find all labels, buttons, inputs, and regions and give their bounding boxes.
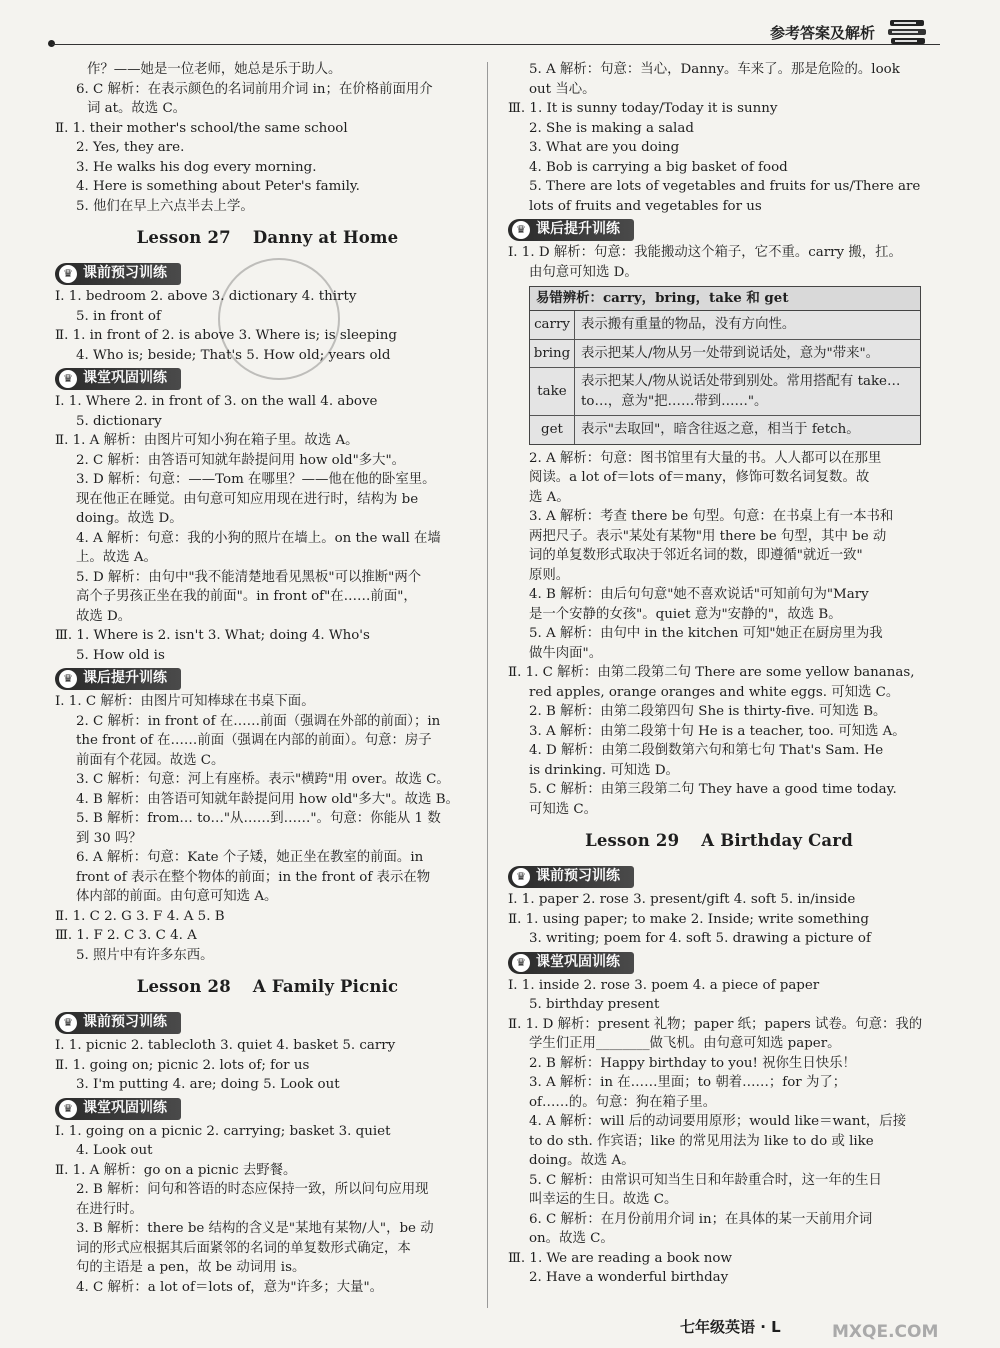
table-row xyxy=(530,339,920,368)
answer-line: 2. B 解析：由第二段第四句 She is thirty-five. 可知选 B。 xyxy=(529,704,887,719)
answer-line: Ⅱ. 1. A 解析：go on a picnic 去野餐。 xyxy=(55,1162,297,1178)
answer-line: out 当心。 xyxy=(529,81,596,97)
answer-line: Ⅲ. 1. We are reading a book now xyxy=(508,1250,732,1266)
answer-line: 5. C 解析：由常识可知当生日和年龄重合时，这一年的生日 xyxy=(529,1172,882,1188)
answer-line: 5. D 解析：由句中"我不能清楚地看见黑板"可以推断"两个 xyxy=(76,569,422,585)
crown-icon: ♛ xyxy=(59,1100,77,1118)
answer-line: Ⅰ. 1. Where 2. in front of 3. on the wall 4. above xyxy=(55,394,378,409)
answer-line: 5. 照片中有许多东西。 xyxy=(76,947,214,963)
answer-line: 4. Who is; beside; That's 5. How old; years old xyxy=(76,347,391,363)
answer-line: 3. A 解析：in 在……里面；to 朝着……；for 为了； xyxy=(529,1075,847,1090)
table-row xyxy=(530,311,920,339)
answer-line: 3. writing; poem for 4. soft 5. drawing a picture of xyxy=(529,931,871,946)
answer-line: 2. C 解析：由答语可知就年龄提问用 how old"多大"。 xyxy=(76,452,406,468)
answer-block xyxy=(508,976,930,1288)
answer-line: 4. A 解析：句意：我的小狗的照片在墙上。on the wall 在墙 xyxy=(76,530,441,546)
section-header: ♛ 课前预习训练 xyxy=(508,866,634,888)
answer-line: 2. B 解析：Happy birthday to you! 祝你生日快乐！ xyxy=(529,1055,856,1071)
answer-line: the front of 在……前面（强调在内部的前面）。句意：房子 xyxy=(76,733,432,748)
crown-icon: ♛ xyxy=(59,265,77,283)
footer-text: 七年级英语 · L xyxy=(680,1318,781,1336)
answer-line: lots of fruits and vegetables for us xyxy=(529,198,762,214)
answer-line: to do sth. 作宾语；like 的常见用法为 like to do 或 like xyxy=(529,1133,874,1149)
answer-line: on。故选 C。 xyxy=(529,1231,614,1246)
answer-line: 5. 他们在早上六点半去上学。 xyxy=(76,198,254,214)
answer-line: Ⅱ. 1. D 解析：present 礼物；paper 纸；papers 试卷。句意：我的 xyxy=(508,1016,923,1032)
answer-line: 6. C 解析：在月份前用介词 in；在具体的某一天前用介词 xyxy=(529,1211,873,1227)
answer-line: 2. Have a wonderful birthday xyxy=(529,1270,729,1285)
section-header: ♛ 课堂巩固训练 xyxy=(55,368,181,390)
section-header: ♛ 课后提升训练 xyxy=(55,668,181,690)
table-title: 易错辨析：carry，bring，take 和 get xyxy=(530,287,920,311)
error-analysis-table xyxy=(529,286,921,445)
answer-block xyxy=(508,449,930,820)
section-header: ♛ 课堂巩固训练 xyxy=(508,952,634,974)
answer-block xyxy=(55,287,480,365)
section-header: ♛ 课后提升训练 xyxy=(508,219,634,241)
answer-line: Ⅰ. 1. bedroom 2. above 3. dictionary 4. thirty xyxy=(55,289,357,304)
answer-block xyxy=(55,60,480,216)
section-header: ♛ 课前预习训练 xyxy=(55,1012,181,1034)
answer-line: Ⅱ. 1. C 解析：由第二段第二句 There are some yellow bananas, xyxy=(508,665,915,680)
answer-block xyxy=(55,392,480,665)
table-key: carry xyxy=(530,311,575,339)
answer-line: 由句意可知选 D。 xyxy=(529,264,638,280)
table-row xyxy=(530,367,920,415)
answer-line: 学生们正用________做飞机。由句意可知选 paper。 xyxy=(529,1036,841,1051)
answer-line: 4. Bob is carrying a big basket of food xyxy=(529,159,788,175)
answer-line: 现在他正在睡觉。由句意可知应用现在进行时，结构为 be xyxy=(76,491,419,507)
answer-line: 5. B 解析：from… to…"从……到……"。句意：你能从 1 数 xyxy=(76,811,441,826)
answer-line: 5. birthday present xyxy=(529,997,660,1012)
answer-line: 两把尺子。表示"某处有某物"用 there be 句型，其中 be 动 xyxy=(529,528,887,544)
answer-line: 4. B 解析：由答语可知就年龄提问用 how old"多大"。故选 B。 xyxy=(76,791,459,807)
column-divider xyxy=(487,62,488,1308)
answer-line: Ⅲ. 1. It is sunny today/Today it is sunny xyxy=(508,101,778,116)
table-value: 表示"去取回"，暗含往返之意，相当于 fetch。 xyxy=(581,422,860,437)
answer-line: 选 A。 xyxy=(529,489,570,505)
answer-line: 3. A 解析：由第二段第十句 He is a teacher, too. 可知选 A。 xyxy=(529,723,906,739)
answer-line: Ⅲ. 1. Where is 2. isn't 3. What; doing 4. Who's xyxy=(55,628,370,643)
answer-line: Ⅱ. 1. in front of 2. is above 3. Where is; is sleeping xyxy=(55,328,397,343)
answer-line: 句的主语是 a pen，故 be 动词用 is。 xyxy=(76,1260,306,1275)
lesson-title: Lesson 28 A Family Picnic xyxy=(136,977,399,996)
table-value: 表示搬有重量的物品，没有方向性。 xyxy=(581,317,796,332)
answer-line: 3. A 解析：考查 there be 句型。句意：在书桌上有一本书和 xyxy=(529,509,894,524)
lesson-title: Lesson 29 A Birthday Card xyxy=(585,831,853,850)
answer-line: Ⅱ. 1. going on; picnic 2. lots of; for us xyxy=(55,1057,310,1073)
answer-line: red apples, orange oranges and white eggs. 可知选 C。 xyxy=(529,684,900,700)
answer-line: Ⅰ. 1. C 解析：由图片可知棒球在书桌下面。 xyxy=(55,694,315,709)
answer-line: 可知选 C。 xyxy=(529,801,598,817)
page-header xyxy=(0,0,1000,52)
book-stack-icon xyxy=(886,16,930,50)
answer-line: 6. A 解析：句意：Kate 个子矮，她正坐在教室的前面。in xyxy=(76,850,424,865)
header-rule xyxy=(52,44,940,45)
answer-line: 4. Here is something about Peter's family. xyxy=(76,179,360,194)
left-column xyxy=(55,60,480,1297)
answer-line: 前面有个花园。故选 C。 xyxy=(76,752,225,768)
answer-line: Ⅰ. 1. going on a picnic 2. carrying; basket 3. quiet xyxy=(55,1123,391,1139)
answer-line: 3. D 解析：句意：——Tom 在哪里？——他在他的卧室里。 xyxy=(76,472,436,487)
crown-icon: ♛ xyxy=(512,868,530,886)
section-header: ♛ 课前预习训练 xyxy=(55,263,181,285)
answer-line: 4. C 解析：a lot of＝lots of，意为"许多；大量"。 xyxy=(76,1279,384,1295)
section-header: ♛ 课堂巩固训练 xyxy=(55,1098,181,1120)
answer-line: 故选 D。 xyxy=(76,608,132,624)
header-title: 参考答案及解析 xyxy=(770,24,876,42)
table-value: 表示把某人/物从另一处带到说话处，意为"带来"。 xyxy=(581,345,880,361)
answer-block xyxy=(55,692,480,965)
answer-line: 5. How old is xyxy=(76,647,165,663)
lesson-title: Lesson 27 Danny at Home xyxy=(136,228,399,247)
answer-line: Ⅰ. 1. inside 2. rose 3. poem 4. a piece of paper xyxy=(508,977,820,993)
answer-line: Ⅰ. 1. picnic 2. tablecloth 3. quiet 4. basket 5. carry xyxy=(55,1038,396,1053)
table-value: 表示把某人/物从说话处带到别处。常用搭配有 take…to…，意为"把……带到……"。 xyxy=(581,374,901,409)
answer-line: 是一个安静的女孩"。quiet 意为"安静的"，故选 B。 xyxy=(529,606,842,622)
answer-line: 原则。 xyxy=(529,567,570,583)
answer-line: 词 at。故选 C。 xyxy=(87,101,187,116)
table-key: get xyxy=(530,416,575,444)
answer-line: 6. C 解析：在表示颜色的名词前用介词 in；在价格前面用介 xyxy=(76,81,433,97)
answer-block xyxy=(508,60,930,216)
answer-line: 3. C 解析：句意：河上有座桥。表示"横跨"用 over。故选 C。 xyxy=(76,772,450,787)
table-key: bring xyxy=(530,340,575,368)
answer-line: 5. in front of xyxy=(76,308,161,324)
right-column xyxy=(508,60,930,1288)
answer-line: 4. Look out xyxy=(76,1143,153,1158)
answer-line: 3. I'm putting 4. are; doing 5. Look out xyxy=(76,1077,340,1092)
answer-line: 2. Yes, they are. xyxy=(76,140,185,155)
watermark: MXQE.COM xyxy=(832,1322,939,1342)
answer-line: 高个子男孩正坐在我的前面"。in front of"在……前面"， xyxy=(76,589,417,604)
answer-line: 词的形式应根据其后面紧邻的名词的单复数形式确定，本 xyxy=(76,1240,411,1256)
answer-line: 3. What are you doing xyxy=(529,140,680,155)
answer-block xyxy=(55,1036,480,1095)
crown-icon: ♛ xyxy=(59,1014,77,1032)
answer-line: 叫幸运的生日。故选 C。 xyxy=(529,1192,678,1207)
table-row xyxy=(530,415,920,444)
answer-line: 2. She is making a salad xyxy=(529,120,694,136)
answer-line: Ⅱ. 1. C 2. G 3. F 4. A 5. B xyxy=(55,908,225,924)
answer-line: Ⅰ. 1. paper 2. rose 3. present/gift 4. soft 5. in/inside xyxy=(508,892,856,907)
answer-line: 做牛肉面"。 xyxy=(529,645,603,661)
answer-line: 5. C 解析：由第三段第二句 They have a good time today. xyxy=(529,782,897,797)
answer-line: doing。故选 A。 xyxy=(529,1153,635,1168)
answer-line: 在进行时。 xyxy=(76,1201,143,1217)
answer-line: Ⅲ. 1. F 2. C 3. C 4. A xyxy=(55,928,197,943)
answer-line: 3. He walks his dog every morning. xyxy=(76,159,317,175)
answer-line: 5. dictionary xyxy=(76,413,162,429)
table-key: take xyxy=(530,368,575,415)
answer-line: 阅读。a lot of＝lots of＝many，修饰可数名词复数。故 xyxy=(529,470,870,485)
answer-line: is drinking. 可知选 D。 xyxy=(529,762,679,778)
answer-block xyxy=(508,243,930,282)
answer-line: 4. D 解析：由第二段倒数第六句和第七句 That's Sam. He xyxy=(529,743,884,758)
crown-icon: ♛ xyxy=(512,954,530,972)
answer-line: 上。故选 A。 xyxy=(76,550,157,565)
answer-line: 3. B 解析：there be 结构的含义是"某地有某物/人"，be 动 xyxy=(76,1221,434,1236)
answer-line: 2. B 解析：问句和答语的时态应保持一致，所以问句应用现 xyxy=(76,1182,429,1197)
answer-block xyxy=(508,890,930,949)
answer-line: 到 30 吗？ xyxy=(76,830,142,846)
answer-line: Ⅱ. 1. their mother's school/the same school xyxy=(55,120,348,136)
answer-block xyxy=(55,1122,480,1298)
answer-line: of……的。句意：狗在箱子里。 xyxy=(529,1094,717,1110)
answer-line: 5. There are lots of vegetables and fruits for us/There are xyxy=(529,179,921,194)
answer-line: Ⅰ. 1. D 解析：句意：我能搬动这个箱子，它不重。carry 搬，扛。 xyxy=(508,245,902,260)
answer-line: 词的单复数形式取决于邻近名词的数，即遵循"就近一致" xyxy=(529,548,863,563)
answer-line: 5. A 解析：句意：当心，Danny。车来了。那是危险的。look xyxy=(529,62,900,77)
answer-line: 2. A 解析：句意：图书馆里有大量的书。人人都可以在那里 xyxy=(529,450,882,466)
crown-icon: ♛ xyxy=(59,370,77,388)
answer-line: 作？——她是一位老师，她总是乐于助人。 xyxy=(87,62,342,77)
answer-line: 体内部的前面。由句意可知选 A。 xyxy=(76,889,278,904)
answer-line: Ⅱ. 1. using paper; to make 2. Inside; write something xyxy=(508,911,869,927)
answer-line: 5. A 解析：由句中 in the kitchen 可知"她正在厨房里为我 xyxy=(529,626,883,641)
answer-line: 4. B 解析：由后句句意"她不喜欢说话"可知前句为"Mary xyxy=(529,587,869,602)
answer-line: doing。故选 D。 xyxy=(76,511,183,526)
answer-line: 2. C 解析：in front of 在……前面（强调在外部的前面）；in xyxy=(76,713,441,729)
answer-line: 4. A 解析：will 后的动词要用原形；would like＝want，后接 xyxy=(529,1114,907,1129)
answer-line: front of 表示在整个物体的前面；in the front of 表示在物 xyxy=(76,869,431,885)
crown-icon: ♛ xyxy=(59,670,77,688)
answer-line: Ⅱ. 1. A 解析：由图片可知小狗在箱子里。故选 A。 xyxy=(55,433,359,448)
crown-icon: ♛ xyxy=(512,221,530,239)
